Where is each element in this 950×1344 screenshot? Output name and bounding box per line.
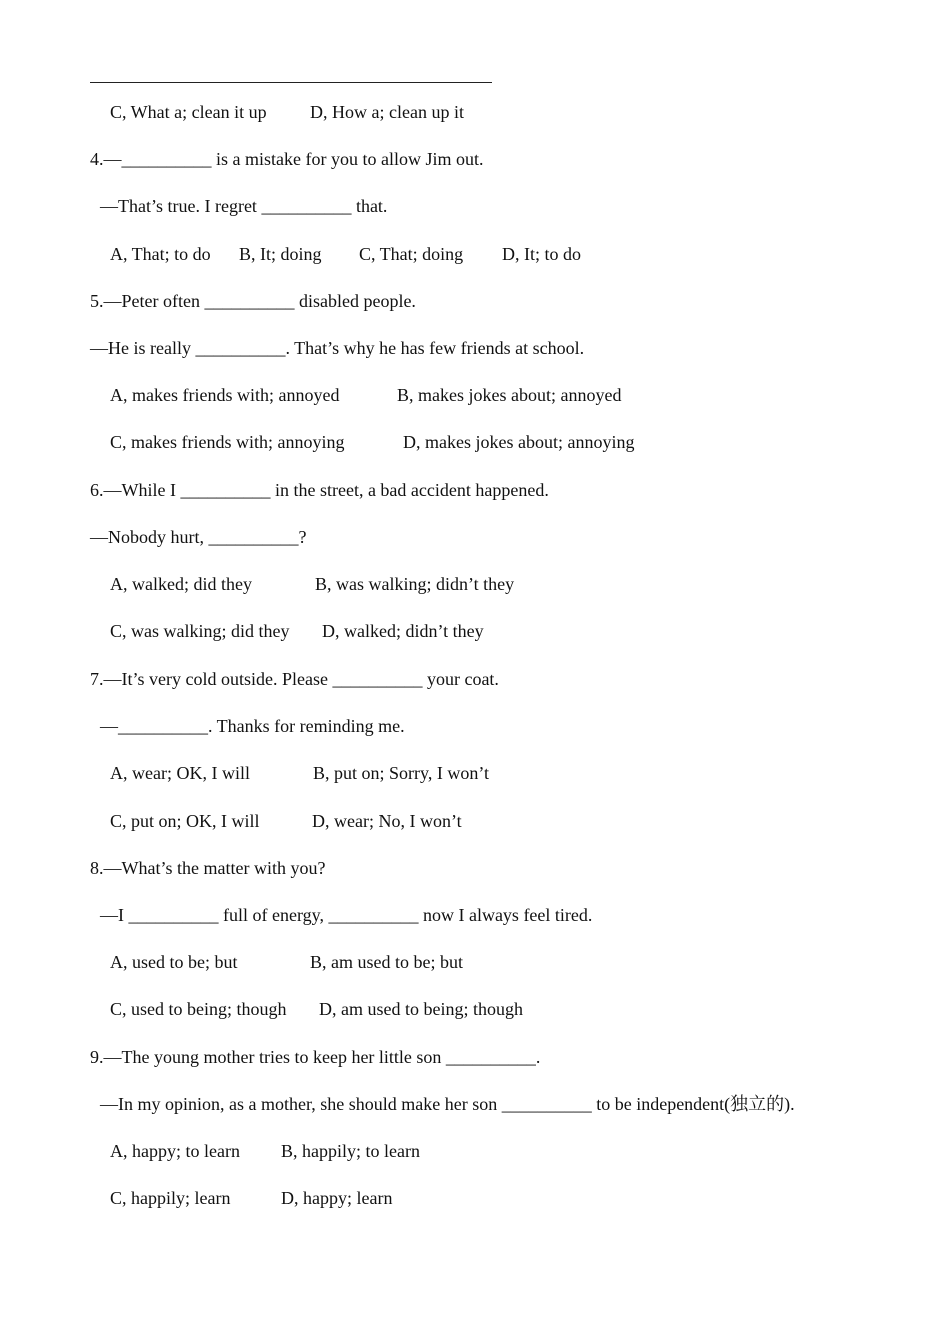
q6-question: 6.—While I __________ in the street, a bad accident happened. <box>90 480 549 500</box>
q6-reply: —Nobody hurt, __________? <box>90 527 307 547</box>
q9-option-a: A, happy; to learn <box>110 1141 240 1161</box>
q6-option-a: A, walked; did they <box>110 574 252 594</box>
q4-option-a: A, That; to do <box>110 244 211 264</box>
q5-option-d: D, makes jokes about; annoying <box>403 432 635 452</box>
q7-option-b: B, put on; Sorry, I won’t <box>313 763 490 783</box>
q9-option-d: D, happy; learn <box>281 1188 393 1208</box>
q6-option-d: D, walked; didn’t they <box>322 621 484 641</box>
q5-option-b: B, makes jokes about; annoyed <box>397 385 622 405</box>
q7-reply: —__________. Thanks for reminding me. <box>100 716 405 736</box>
q5-question: 5.—Peter often __________ disabled people. <box>90 291 416 311</box>
q7-question: 7.—It’s very cold outside. Please __________ your coat. <box>90 669 499 689</box>
q8-option-b: B, am used to be; but <box>310 952 463 972</box>
q8-option-d: D, am used to being; though <box>319 999 523 1019</box>
q4-reply: —That’s true. I regret __________ that. <box>100 196 388 216</box>
q7-option-d: D, wear; No, I won’t <box>312 811 462 831</box>
q8-question: 8.—What’s the matter with you? <box>90 858 326 878</box>
q4-option-d: D, It; to do <box>502 244 581 264</box>
q3-option-d: D, How a; clean up it <box>310 102 464 122</box>
q5-option-a: A, makes friends with; annoyed <box>110 385 340 405</box>
q5-option-c: C, makes friends with; annoying <box>110 432 345 452</box>
q8-reply: —I __________ full of energy, __________ now I always feel tired. <box>100 905 593 925</box>
q4-question: 4.—__________ is a mistake for you to allow Jim out. <box>90 149 484 169</box>
q8-option-c: C, used to being; though <box>110 999 287 1019</box>
q9-reply: —In my opinion, as a mother, she should make her son __________ to be independent(独立的). <box>100 1094 795 1114</box>
q4-option-c: C, That; doing <box>359 244 464 264</box>
q9-option-b: B, happily; to learn <box>281 1141 420 1161</box>
q6-option-c: C, was walking; did they <box>110 621 290 641</box>
q8-option-a: A, used to be; but <box>110 952 238 972</box>
q4-option-b: B, It; doing <box>239 244 322 264</box>
q9-question: 9.—The young mother tries to keep her little son __________. <box>90 1047 541 1067</box>
answer-rule <box>90 82 492 83</box>
q9-option-c: C, happily; learn <box>110 1188 231 1208</box>
q7-option-c: C, put on; OK, I will <box>110 811 260 831</box>
q3-option-c: C, What a; clean it up <box>110 102 267 122</box>
q6-option-b: B, was walking; didn’t they <box>315 574 515 594</box>
q5-reply: —He is really __________. That’s why he has few friends at school. <box>90 338 585 358</box>
q7-option-a: A, wear; OK, I will <box>110 763 250 783</box>
